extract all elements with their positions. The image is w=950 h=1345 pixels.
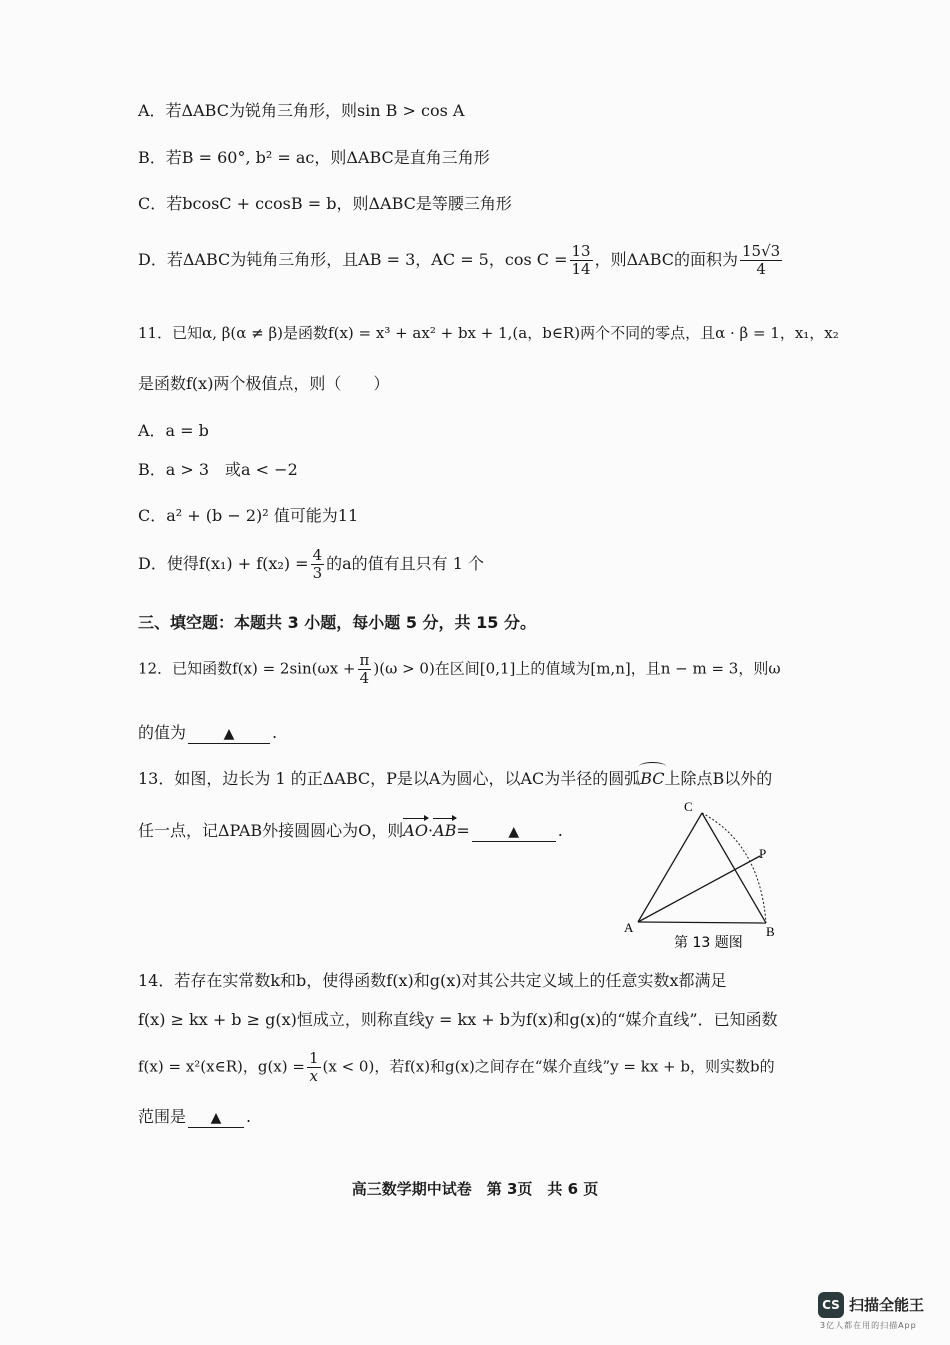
q13-line1 xyxy=(138,768,772,790)
scanner-app-name: 扫描全能王 xyxy=(849,1296,925,1314)
q10-d-cos-fraction xyxy=(570,243,593,278)
section-3-heading: 三、填空题：本题共 3 小题，每小题 5 分，共 15 分。 xyxy=(138,613,536,632)
q11-d-suffix: 的a的值有且只有 1 个 xyxy=(326,554,485,573)
q12-answer-blank[interactable]: ▲ xyxy=(188,725,270,744)
q11-d-num: 4 xyxy=(312,546,323,564)
q10-d-cos-num: 13 xyxy=(571,242,591,260)
q11-option-b: B．a > 3 或a < −2 xyxy=(138,460,298,479)
q13-end: . xyxy=(557,821,563,840)
q14-line1: 14．若存在实常数k和b，使得函数f(x)和g(x)对其公共定义域上的任意实数x都满足 xyxy=(138,971,727,990)
q12-pi-fraction xyxy=(358,652,372,687)
q12-line2-text: 的值为 xyxy=(138,723,187,742)
q11-option-c: C．a² + (b − 2)² 值可能为11 xyxy=(138,506,359,525)
q14-line3-prefix: f(x) = x²(x∈R)，g(x) = xyxy=(138,1057,305,1076)
q13-figure xyxy=(618,792,788,954)
q14-line3 xyxy=(138,1050,775,1085)
q12-prefix: 12．已知函数f(x) = 2sin(ωx + xyxy=(138,659,356,678)
q14-g-den: x xyxy=(309,1067,318,1085)
q14-g-fraction xyxy=(307,1050,321,1085)
q13-arc-bc: BC xyxy=(640,769,665,788)
q10-d-middle: ，则ΔABC的面积为 xyxy=(594,250,739,269)
q10-d-prefix: D．若ΔABC为钝角三角形，且AB = 3，AC = 5，cos C = xyxy=(138,250,568,269)
label-a: A xyxy=(624,920,634,935)
q13-answer-blank[interactable]: ▲ xyxy=(472,823,556,842)
q10-option-b: B．若B = 60°, b² = ac，则ΔABC是直角三角形 xyxy=(138,148,490,167)
q11-d-fraction xyxy=(311,547,325,582)
q12-line2 xyxy=(138,722,277,744)
q14-answer-blank[interactable]: ▲ xyxy=(188,1109,244,1128)
q13-suffix: 上除点B以外的 xyxy=(664,769,773,788)
segment-ab xyxy=(638,922,766,923)
segment-ac xyxy=(638,813,702,922)
q10-option-a: A．若ΔABC为锐角三角形，则sin B > cos A xyxy=(138,101,465,120)
q13-dot: · xyxy=(427,821,434,840)
q13-equals: = xyxy=(456,821,470,840)
q10-option-d xyxy=(138,243,784,278)
camscanner-logo-icon: CS xyxy=(818,1292,844,1318)
q11-option-a: A．a = b xyxy=(138,421,209,440)
q10-d-area-den: 4 xyxy=(756,260,766,278)
q10-option-c: C．若bcosC + ccosB = b，则ΔABC是等腰三角形 xyxy=(138,194,512,213)
q13-line2 xyxy=(138,820,563,842)
scanner-badge xyxy=(818,1292,938,1332)
q12-pi-den: 4 xyxy=(359,669,370,687)
q14-line2: f(x) ≥ kx + b ≥ g(x)恒成立，则称直线y = kx + b为f(x)和g(x)的“媒介直线”．已知函数 xyxy=(138,1010,778,1029)
q11-stem-line2: 是函数f(x)两个极值点，则（ ） xyxy=(138,374,390,393)
segment-ap xyxy=(638,856,760,922)
q12-end: . xyxy=(272,723,278,742)
q13-line2-prefix: 任一点，记ΔPAB外接圆圆心为O，则 xyxy=(138,821,404,840)
q12-line1 xyxy=(138,652,781,687)
q11-option-d xyxy=(138,547,484,582)
q14-line4-text: 范围是 xyxy=(138,1107,187,1126)
segment-cb xyxy=(702,813,766,923)
q11-stem-line1: 11．已知α, β(α ≠ β)是函数f(x) = x³ + ax² + bx + 1,(a，b∈R)两个不同的零点，且α · β = 1，x₁，x₂ xyxy=(138,324,839,342)
scanner-tagline: 3亿人都在用的扫描App xyxy=(820,1321,917,1330)
q14-g-num: 1 xyxy=(308,1049,319,1067)
q11-d-prefix: D．使得f(x₁) + f(x₂) = xyxy=(138,554,309,573)
q13-vector-ab: AB xyxy=(433,821,457,840)
q12-suffix: )(ω > 0)在区间[0,1]上的值域为[m,n]，且n − m = 3，则ω xyxy=(373,659,781,678)
q10-d-area-fraction xyxy=(740,243,782,278)
label-b: B xyxy=(766,924,775,939)
q13-prefix: 13．如图，边长为 1 的正ΔABC，P是以A为圆心，以AC为半径的圆弧 xyxy=(138,769,641,788)
q10-d-cos-den: 14 xyxy=(571,260,591,278)
q14-line3-suffix: (x < 0)，若f(x)和g(x)之间存在“媒介直线”y = kx + b，则实数b的 xyxy=(322,1057,775,1076)
q14-line4 xyxy=(138,1106,251,1128)
q13-vector-ao: AO xyxy=(403,821,428,840)
label-p: P xyxy=(759,846,767,861)
label-c: C xyxy=(684,799,693,814)
q11-d-den: 3 xyxy=(312,564,323,582)
figure-caption: 第 13 题图 xyxy=(674,935,743,951)
q14-end: . xyxy=(246,1107,252,1126)
q10-d-area-num: 15√3 xyxy=(742,242,781,260)
q12-pi-num: π xyxy=(359,651,370,669)
page-footer: 高三数学期中试卷 第 3页 共 6 页 xyxy=(351,1180,599,1198)
